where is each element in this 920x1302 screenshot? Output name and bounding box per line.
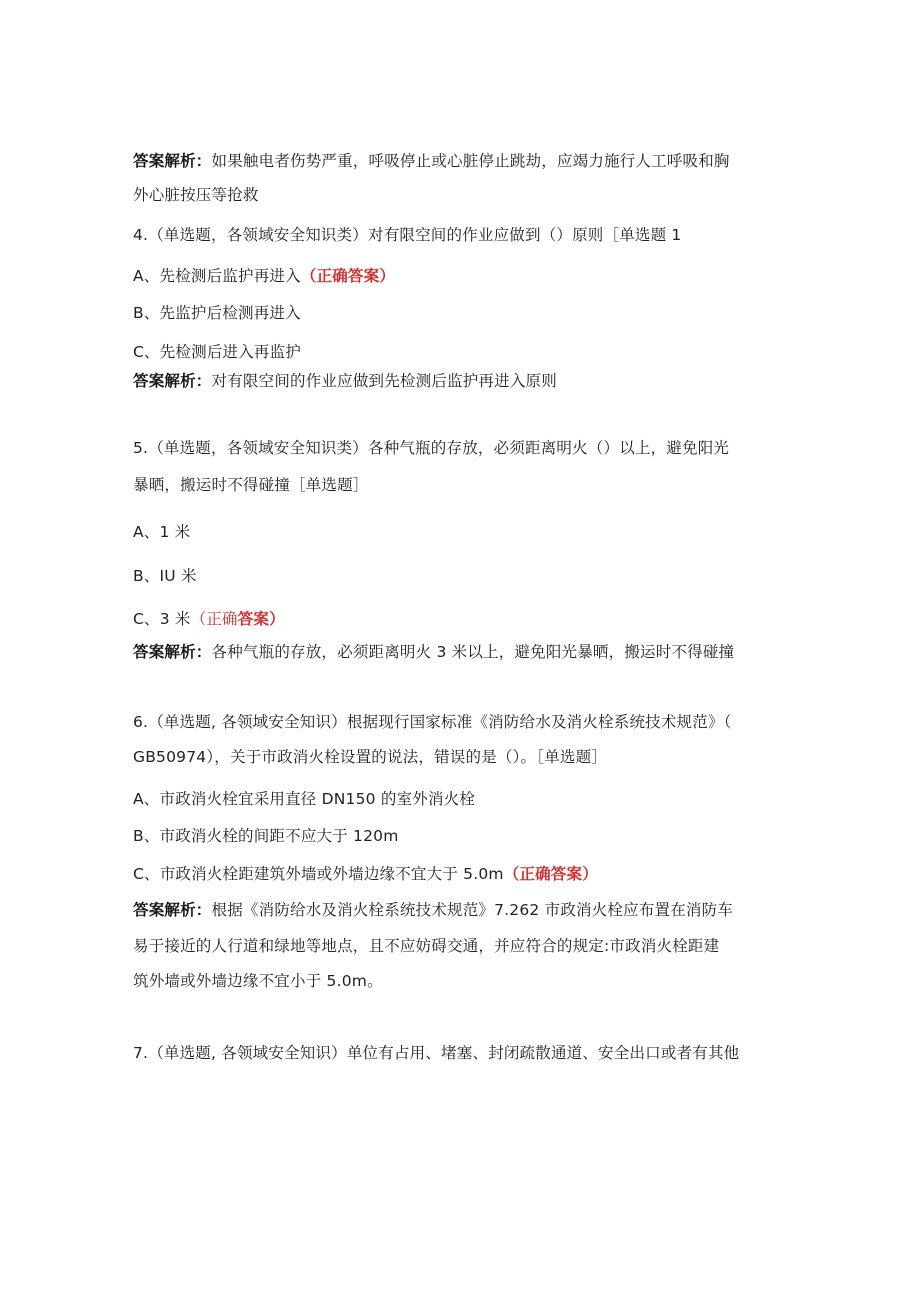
q5-correct-mark-post: 答案） bbox=[237, 610, 285, 628]
q5-option-c-text: C、3 米 bbox=[133, 610, 191, 628]
q5-analysis-text: 各种气瓶的存放，必须距离明火 3 米以上，避免阳光暴晒，搬运时不得碰撞 bbox=[211, 643, 735, 661]
q6-option-a[interactable]: A、市政消火栓宜采用直径 DN150 的室外消火栓 bbox=[133, 790, 476, 808]
q5-option-a[interactable]: A、1 米 bbox=[133, 523, 191, 541]
q6-analysis-line3: 筑外墙或外墙边缘不宜小于 5.0m。 bbox=[133, 972, 383, 990]
q4-correct-mark: （正确答案） bbox=[300, 267, 396, 285]
q6-stem-line1: 6.（单选题, 各领域安全知识）根据现行国家标准《消防给水及消火栓系统技术规范》（ bbox=[133, 713, 732, 731]
q5-option-c[interactable] bbox=[133, 608, 285, 630]
q5-stem-line1: 5.（单选题，各领域安全知识类）各种气瓶的存放，必须距离明火（）以上，避免阳光 bbox=[133, 439, 730, 457]
q3-analysis-text1: 如果触电者伤势严重，呼吸停止或心脏停止跳劫，应竭力施行人工呼吸和胸 bbox=[211, 152, 730, 170]
q4-option-b[interactable]: B、先监护后检测再进入 bbox=[133, 304, 301, 322]
q6-analysis-text1: 根据《消防给水及消火栓系统技术规范》7.262 市政消火栓应布置在消防车 bbox=[211, 901, 734, 919]
q5-option-b[interactable]: B、IU 米 bbox=[133, 567, 197, 585]
q3-analysis-line1 bbox=[133, 150, 730, 172]
q6-analysis-label: 答案解析： bbox=[133, 901, 212, 919]
q5-stem-line2: 暴晒，搬运时不得碰撞［单选题］ bbox=[133, 476, 369, 494]
q5-analysis bbox=[133, 641, 734, 663]
q6-correct-mark: （正确答案） bbox=[503, 865, 598, 883]
q4-option-a[interactable] bbox=[133, 265, 395, 287]
q6-option-b[interactable]: B、市政消火栓的间距不应大于 120m bbox=[133, 827, 399, 845]
q6-analysis-line2: 易于接近的人行道和绿地等地点，且不应妨碍交通，并应符合的规定:市政消火栓距建 bbox=[133, 937, 720, 955]
q4-analysis-label: 答案解析： bbox=[133, 372, 212, 390]
q3-analysis-line2: 外心脏按压等抢救 bbox=[133, 186, 259, 204]
q4-analysis-text: 对有限空间的作业应做到先检测后监护再进入原则 bbox=[211, 372, 557, 390]
q6-option-c[interactable] bbox=[133, 863, 598, 885]
q6-option-c-text: C、市政消火栓距建筑外墙或外墙边缘不宜大于 5.0m bbox=[133, 865, 504, 883]
q5-analysis-label: 答案解析： bbox=[133, 643, 212, 661]
q4-option-c[interactable]: C、先检测后进入再监护 bbox=[133, 343, 302, 361]
q6-analysis-line1 bbox=[133, 899, 733, 921]
q7-stem-line1: 7.（单选题, 各领域安全知识）单位有占用、堵塞、封闭疏散通道、安全出口或者有其他 bbox=[133, 1044, 740, 1062]
q4-option-a-text: A、先检测后监护再进入 bbox=[133, 267, 301, 285]
q6-stem-line2: GB50974），关于市政消火栓设置的说法，错误的是（）。［单选题］ bbox=[133, 748, 608, 766]
q5-correct-mark-pre: （正确 bbox=[190, 610, 238, 628]
q4-stem: 4.（单选题，各领域安全知识类）对有限空间的作业应做到（）原则［单选题 1 bbox=[133, 226, 682, 244]
q3-analysis-label: 答案解析： bbox=[133, 152, 212, 170]
q4-analysis bbox=[133, 370, 557, 392]
